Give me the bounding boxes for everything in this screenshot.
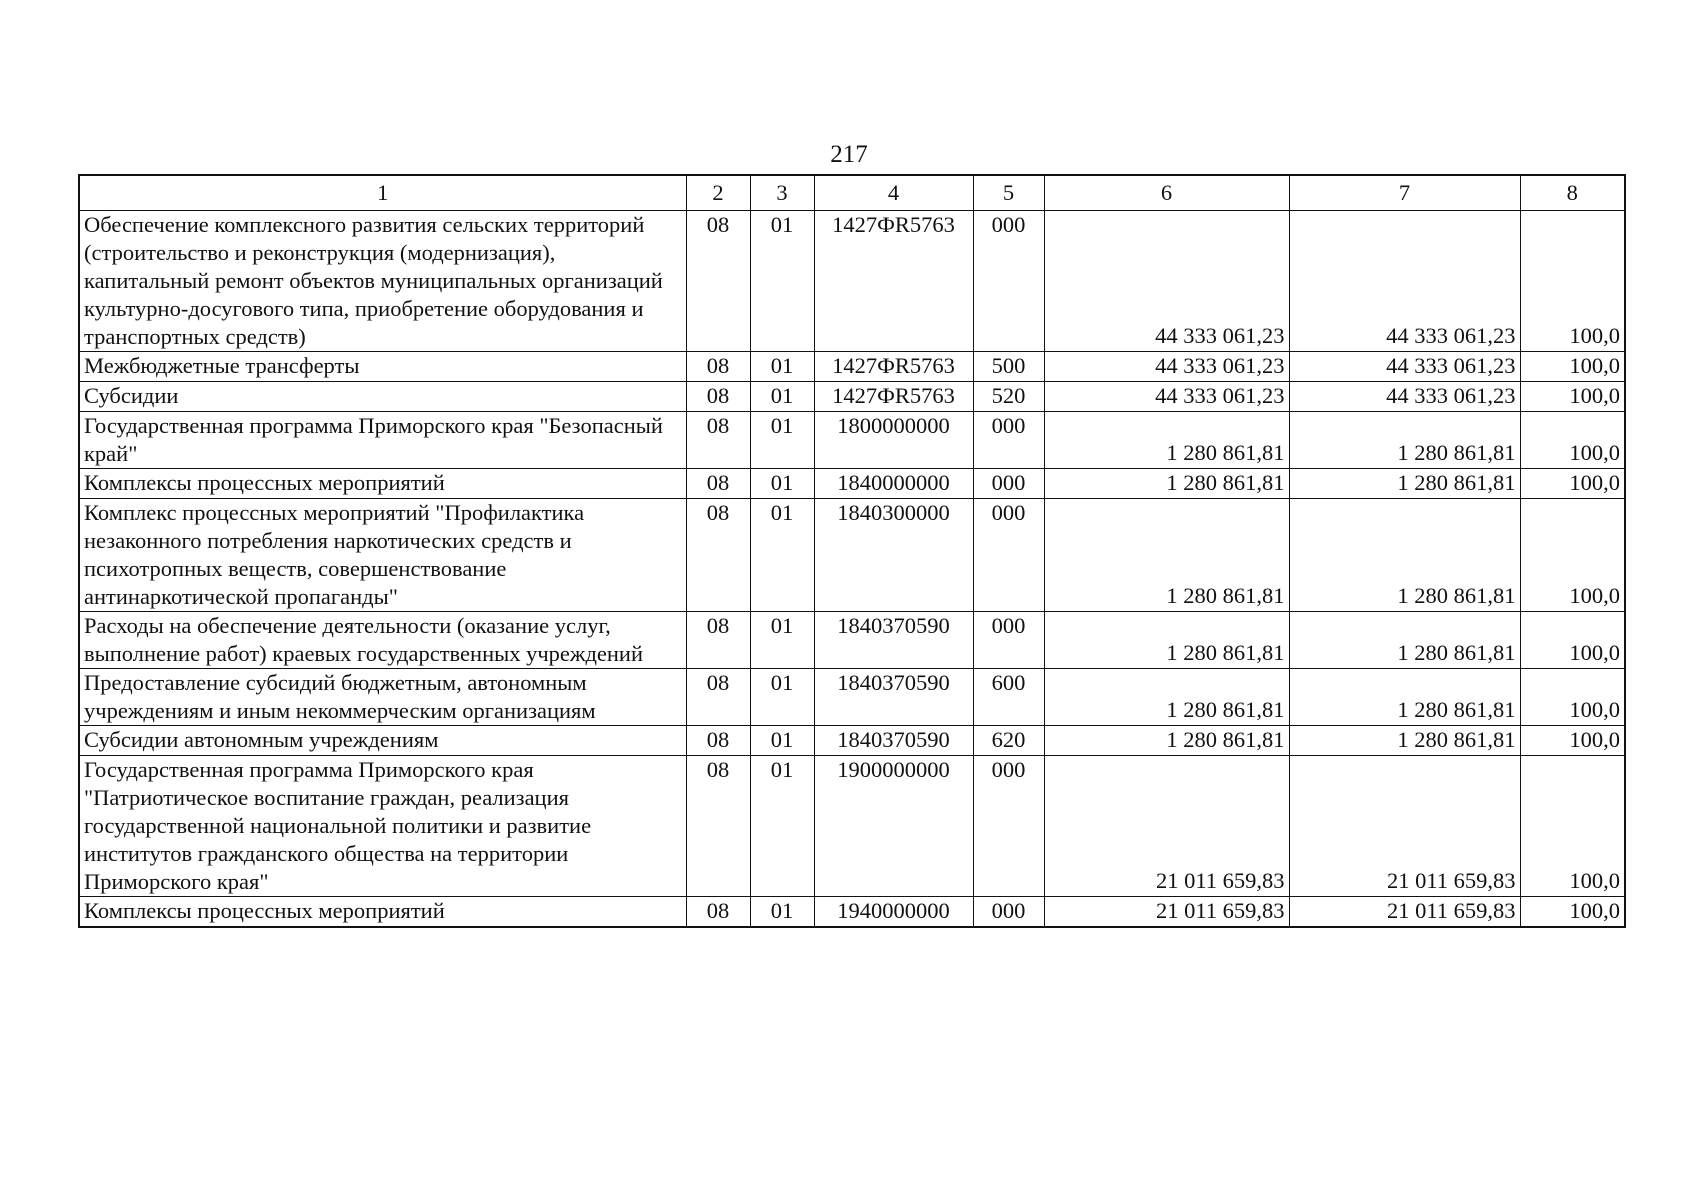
header-cell: 2 [686,175,750,211]
table-row [79,382,1625,412]
execution-percent: 100,0 [1520,469,1625,499]
planned-amount: 21 011 659,83 [1044,756,1289,897]
item-name: Комплексы процессных мероприятий [79,469,686,499]
expense-type-code: 000 [973,469,1044,499]
item-name: Государственная программа Приморского края "Патриотическое воспитание граждан, реализация государственной национальной политики и развитие институтов гражданского общества на территории Приморского края" [79,756,686,897]
target-article-code: 1840370590 [814,726,973,756]
planned-amount: 44 333 061,23 [1044,382,1289,412]
target-article-code: 1840300000 [814,499,973,612]
expense-type-code: 000 [973,612,1044,669]
target-article-code: 1800000000 [814,412,973,469]
item-name: Государственная программа Приморского края "Безопасный край" [79,412,686,469]
target-article-code: 1840370590 [814,669,973,726]
subsection-code: 01 [750,756,814,897]
section-code: 08 [686,669,750,726]
section-code: 08 [686,211,750,352]
page-number: 217 [830,141,868,168]
executed-amount: 21 011 659,83 [1289,897,1520,928]
header-cell: 7 [1289,175,1520,211]
item-name: Обеспечение комплексного развития сельских территорий (строительство и реконструкция (модернизация), капитальный ремонт объектов муниципальных организаций культурно-досугового типа, приобретение оборудования и транспортных средств) [79,211,686,352]
section-code: 08 [686,352,750,382]
table-row [79,669,1625,726]
section-code: 08 [686,756,750,897]
execution-percent: 100,0 [1520,669,1625,726]
execution-percent: 100,0 [1520,382,1625,412]
expense-type-code: 000 [973,499,1044,612]
section-code: 08 [686,382,750,412]
executed-amount: 44 333 061,23 [1289,382,1520,412]
expense-type-code: 600 [973,669,1044,726]
executed-amount: 1 280 861,81 [1289,412,1520,469]
budget-table [78,174,1626,928]
header-cell: 3 [750,175,814,211]
planned-amount: 1 280 861,81 [1044,412,1289,469]
executed-amount: 21 011 659,83 [1289,756,1520,897]
target-article-code: 1900000000 [814,756,973,897]
execution-percent: 100,0 [1520,612,1625,669]
planned-amount: 1 280 861,81 [1044,612,1289,669]
table-row [79,352,1625,382]
table-row [79,897,1625,928]
table-row [79,412,1625,469]
subsection-code: 01 [750,897,814,928]
item-name: Комплексы процессных мероприятий [79,897,686,928]
table-row [79,499,1625,612]
executed-amount: 1 280 861,81 [1289,499,1520,612]
expense-type-code: 000 [973,756,1044,897]
planned-amount: 1 280 861,81 [1044,669,1289,726]
execution-percent: 100,0 [1520,412,1625,469]
item-name: Предоставление субсидий бюджетным, автономным учреждениям и иным некоммерческим организациям [79,669,686,726]
execution-percent: 100,0 [1520,352,1625,382]
target-article-code: 1427ФR5763 [814,382,973,412]
table-row [79,612,1625,669]
header-cell: 6 [1044,175,1289,211]
subsection-code: 01 [750,211,814,352]
item-name: Комплекс процессных мероприятий "Профилактика незаконного потребления наркотических средств и психотропных веществ, совершенствование антинаркотической пропаганды" [79,499,686,612]
item-name: Расходы на обеспечение деятельности (оказание услуг, выполнение работ) краевых государственных учреждений [79,612,686,669]
execution-percent: 100,0 [1520,756,1625,897]
subsection-code: 01 [750,412,814,469]
subsection-code: 01 [750,499,814,612]
section-code: 08 [686,612,750,669]
executed-amount: 44 333 061,23 [1289,211,1520,352]
executed-amount: 1 280 861,81 [1289,469,1520,499]
planned-amount: 44 333 061,23 [1044,211,1289,352]
planned-amount: 1 280 861,81 [1044,726,1289,756]
table-row [79,726,1625,756]
executed-amount: 1 280 861,81 [1289,669,1520,726]
executed-amount: 1 280 861,81 [1289,612,1520,669]
executed-amount: 44 333 061,23 [1289,352,1520,382]
subsection-code: 01 [750,612,814,669]
table-row [79,211,1625,352]
target-article-code: 1427ФR5763 [814,352,973,382]
section-code: 08 [686,499,750,612]
planned-amount: 1 280 861,81 [1044,499,1289,612]
header-cell: 8 [1520,175,1625,211]
planned-amount: 21 011 659,83 [1044,897,1289,928]
section-code: 08 [686,726,750,756]
expense-type-code: 500 [973,352,1044,382]
execution-percent: 100,0 [1520,726,1625,756]
execution-percent: 100,0 [1520,211,1625,352]
section-code: 08 [686,412,750,469]
header-cell: 5 [973,175,1044,211]
subsection-code: 01 [750,669,814,726]
planned-amount: 44 333 061,23 [1044,352,1289,382]
execution-percent: 100,0 [1520,499,1625,612]
subsection-code: 01 [750,352,814,382]
header-cell: 4 [814,175,973,211]
subsection-code: 01 [750,726,814,756]
target-article-code: 1840370590 [814,612,973,669]
section-code: 08 [686,469,750,499]
planned-amount: 1 280 861,81 [1044,469,1289,499]
expense-type-code: 000 [973,897,1044,928]
subsection-code: 01 [750,469,814,499]
item-name: Субсидии [79,382,686,412]
table-row [79,756,1625,897]
expense-type-code: 620 [973,726,1044,756]
target-article-code: 1840000000 [814,469,973,499]
header-row [79,175,1625,211]
table-row [79,469,1625,499]
target-article-code: 1940000000 [814,897,973,928]
subsection-code: 01 [750,382,814,412]
expense-type-code: 000 [973,211,1044,352]
header-cell: 1 [79,175,686,211]
section-code: 08 [686,897,750,928]
executed-amount: 1 280 861,81 [1289,726,1520,756]
target-article-code: 1427ФR5763 [814,211,973,352]
item-name: Межбюджетные трансферты [79,352,686,382]
expense-type-code: 000 [973,412,1044,469]
item-name: Субсидии автономным учреждениям [79,726,686,756]
expense-type-code: 520 [973,382,1044,412]
execution-percent: 100,0 [1520,897,1625,928]
